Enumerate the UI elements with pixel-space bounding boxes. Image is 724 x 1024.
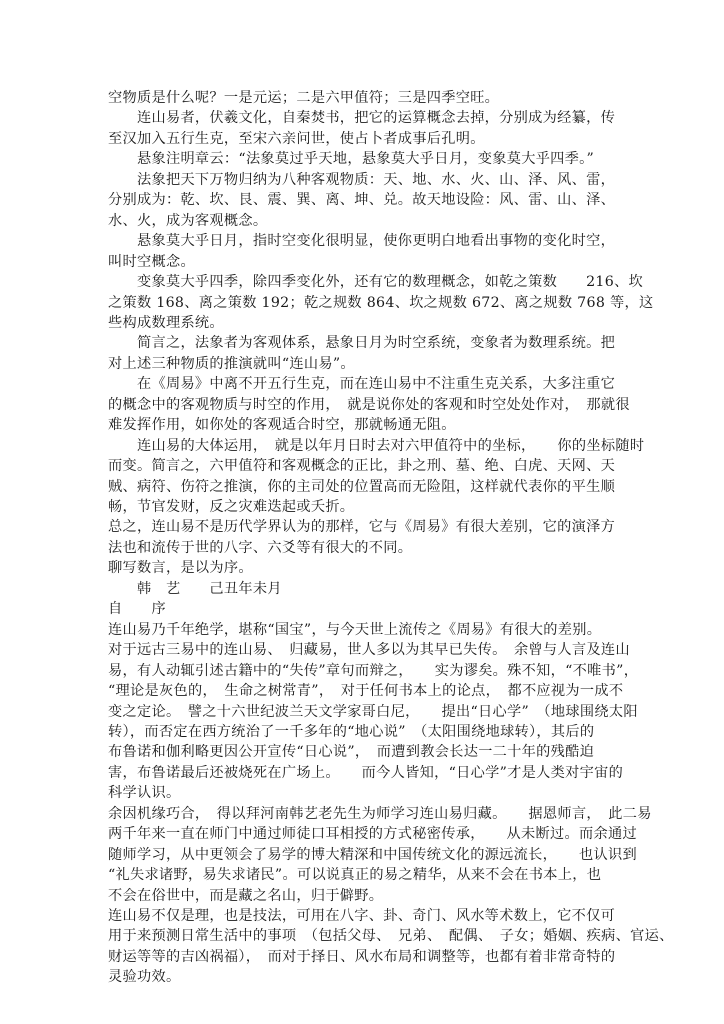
text-line: 而变。简言之，六甲值符和客观概念的正比，卦之刑、墓、绝、白虎、天网、天 xyxy=(108,458,616,475)
text-line: 水、火，成为客观概念。 xyxy=(108,212,268,229)
text-line: 韩 艺 己丑年未月 xyxy=(108,580,282,597)
text-line: 随师学习，从中更领会了易学的博大精深和中国传统文化的源远流长， 也认识到 xyxy=(108,846,637,863)
text-line: 聊写数言，是以为序。 xyxy=(108,560,253,577)
text-line: 之策数 168、离之策数 192；乾之规数 864、坎之规数 672、离之规数 768 等，这 xyxy=(108,294,654,311)
text-line: 害，布鲁诺最后还被烧死在广场上。 而今人皆知，“日心学”才是人类对宇宙的 xyxy=(108,764,624,781)
text-line: 悬象莫大乎日月，指时空变化很明显，使你更明白地看出事物的变化时空， xyxy=(108,233,616,250)
text-line: “理论是灰色的， 生命之树常青”， 对于任何书本上的论点， 都不应视为一成不 xyxy=(108,683,624,700)
text-line: 的概念中的客观物质与时空的作用， 就是说你处的客观和时空处处作对， 那就很 xyxy=(108,396,630,413)
text-line: 空物质是什么呢？一是元运；二是六甲值符；三是四季空旺。 xyxy=(108,90,500,106)
text-line: 悬象注明章云：“法象莫过乎天地，悬象莫大乎日月，变象莫大乎四季。” xyxy=(108,151,595,168)
text-line: 科学认识。 xyxy=(108,785,181,802)
text-line: 在《周易》中离不开五行生克，而在连山易中不注重生克关系，大多注重它 xyxy=(108,376,616,393)
text-line: 变之定论。 譬之十六世纪波兰天文学家哥白尼， 提出“日心学” （地球围绕太阳 xyxy=(108,703,638,720)
text-line: 两千年来一直在师门中通过师徒口耳相授的方式秘密传承， 从未断过。而余通过 xyxy=(108,826,637,843)
text-line: 对上述三种物质的推演就叫“连山易”。 xyxy=(108,355,355,372)
text-line: 至汉加入五行生克，至宋六亲问世，使占卜者成事后孔明。 xyxy=(108,130,485,147)
text-line: 布鲁诺和伽利略更因公开宣传“日心说”， 而遭到教会长达一二十年的残酷迫 xyxy=(108,744,595,761)
text-line: 畅，节官发财，反之灾难迭起或夭折。 xyxy=(108,499,355,515)
text-line: 余因机缘巧合， 得以拜河南韩艺老先生为师学习连山易归藏。 据恩师言， 此二易 xyxy=(108,805,652,822)
text-line: 简言之，法象者为客观体系，悬象日月为时空系统，变象者为数理系统。把 xyxy=(108,335,616,352)
text-line: 些构成数理系统。 xyxy=(108,314,224,331)
text-line: 分别成为：乾、坎、艮、震、巽、离、坤、兑。故天地设险：风、雷、山、泽、 xyxy=(108,192,616,209)
text-line: 自 序 xyxy=(108,601,166,618)
text-line: 叫时空概念。 xyxy=(108,253,195,270)
text-line: 贼、病符、伤符之推演，你的主司处的位置高而无险阻，这样就代表你的平生顺 xyxy=(108,478,616,495)
text-line: 对于远古三易中的连山易、 归藏易，世人多以为其早已失传。 余曾与人言及连山 xyxy=(108,642,630,659)
text-line: 财运等等的吉凶祸福）， 而对于择日、风水布局和调整等，也都有着非常奇特的 xyxy=(108,948,616,965)
text-line: 难发挥作用，如你处的客观适合时空，那就畅通无阻。 xyxy=(108,417,456,434)
text-line: 总之，连山易不是历代学界认为的那样，它与《周易》有很大差别，它的演泽方 xyxy=(108,519,616,536)
text-line: 法也和流传于世的八字、六爻等有很大的不同。 xyxy=(108,539,413,556)
text-line: 连山易不仅是理，也是技法，可用在八字、卦、奇门、风水等术数上，它不仅可 xyxy=(108,908,616,924)
text-line: 连山易的大体运用， 就是以年月日时去对六甲值符中的坐标， 你的坐标随时 xyxy=(108,437,645,454)
text-line: 不会在俗世中，而是藏之名山，归于僻野。 xyxy=(108,887,384,904)
text-line: 转），而否定在西方统治了一千多年的“地心说” （太阳围绕地球转），其后的 xyxy=(108,723,595,740)
text-line: “礼失求诸野，易失求诸民”。可以说真正的易之精华，从来不会在书本上，也 xyxy=(108,867,602,884)
text-line: 易，有人动辄引述古籍中的“失传”章句而辩之， 实为谬矣。殊不知，“不唯书”， xyxy=(108,662,639,679)
text-line: 变象莫大乎四季，除四季变化外，还有它的数理概念，如乾之策数 216、坎 xyxy=(108,274,644,291)
text-line: 法象把天下万物归纳为八种客观物质：天、地、水、火、山、泽、风、雷， xyxy=(108,171,616,188)
text-line: 灵验功效。 xyxy=(108,969,181,986)
text-line: 连山易乃千年绝学，堪称“国宝”，与今天世上流传之《周易》有很大的差别。 xyxy=(108,621,602,638)
text-line: 连山易者，伏羲文化，自秦焚书，把它的运算概念去掉，分别成为经纂，传 xyxy=(108,110,616,127)
text-line: 用于来预测日常生活中的事项 （包括父母、 兄弟、 配偶、 子女；婚姻、疾病、官运、 xyxy=(108,928,674,945)
